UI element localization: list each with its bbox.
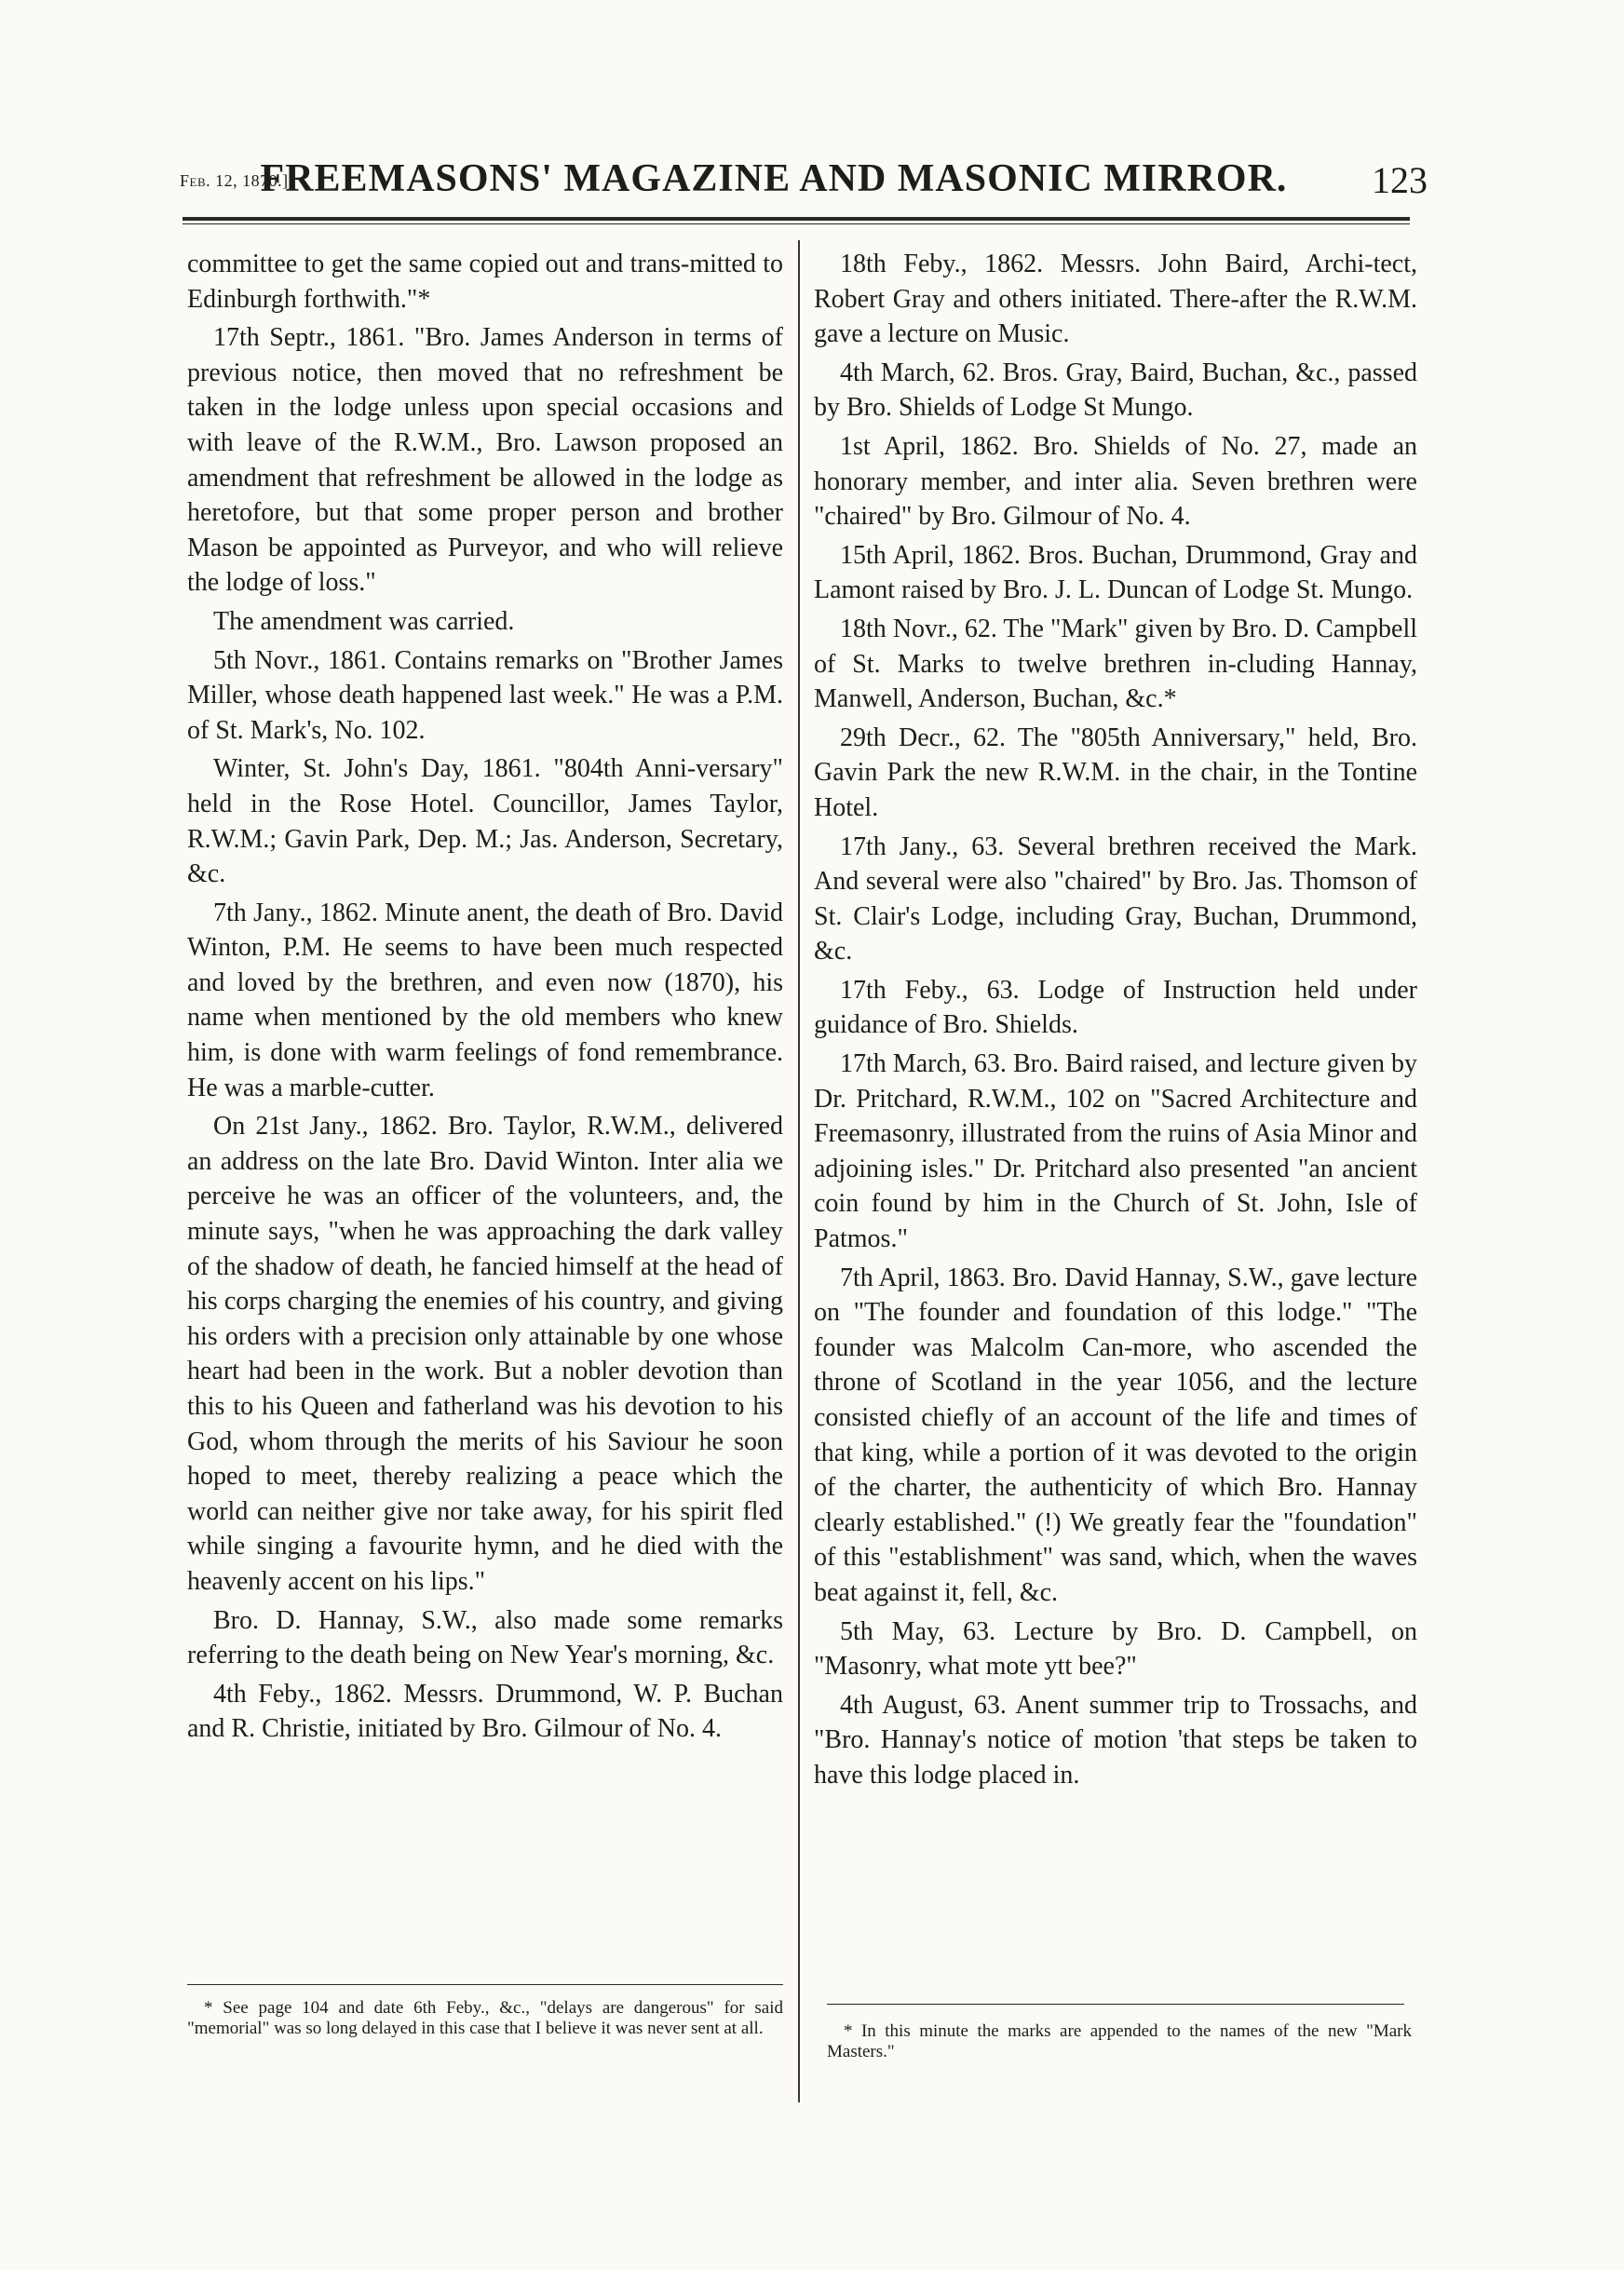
paragraph: committee to get the same copied out and trans-mitted to Edinburgh forthwith."* xyxy=(187,250,783,314)
paragraph: On 21st Jany., 1862. Bro. Taylor, R.W.M., delivered an address on the late Bro. David Winton. Inter alia we perceive he was an officer of the volunteers, and, the minute says, "when he was approaching the dark valley of the shadow of death, he fancied himself at the head of his corps charging the enemies of his country, and giving his orders with a precision only attainable by one whose heart had been in the work. But a nobler devotion than this to his Queen and fatherland was his devotion to his God, whom through the merits of his Saviour he soon hoped to meet, thereby realizing a peace which the world can neither give nor take away, for his spirit fled while singing a favourite hymn, and he died with the heavenly accent on his lips." xyxy=(187,1112,783,1596)
footnote-rule xyxy=(187,1984,783,1985)
paragraph: 29th Decr., 62. The "805th Anniversary," held, Bro. Gavin Park the new R.W.M. in the chair, in the Tontine Hotel. xyxy=(814,723,1417,822)
footnote-right xyxy=(827,2021,1412,2062)
paragraph: The amendment was carried. xyxy=(213,606,515,636)
paragraph: 7th April, 1863. Bro. David Hannay, S.W., gave lecture on "The founder and foundation of this lodge." "The founder was Malcolm Can-more, who ascended the throne of Scotland in the year 1056, and the lecture consisted chiefly of an account of the life and times of that king, while a portion of it was devoted to the origin of the charter, the authenticity of which Bro. Hannay clearly established." (!) We greatly fear the "foundation" of this "establishment" was sand, which, when the waves beat against it, fell, &c. xyxy=(814,1263,1417,1607)
paragraph: 17th March, 63. Bro. Baird raised, and lecture given by Dr. Pritchard, R.W.M., 102 on "Sacred Architecture and Freemasonry, illustrated from the ruins of Asia Minor and adjoining isles." Dr. Pritchard also presented "an ancient coin found by him in the Church of St. John, Isle of Patmos." xyxy=(814,1049,1417,1254)
footnote-text: * In this minute the marks are appended to the names of the new "Mark Masters." xyxy=(827,2021,1412,2061)
paragraph: 18th Feby., 1862. Messrs. John Baird, Archi-tect, Robert Gray and others initiated. There-after the R.W.M. gave a lecture on Music. xyxy=(814,250,1417,349)
issue-date: Feb. 12, 1870.] xyxy=(180,171,289,190)
paragraph: 18th Novr., 62. The "Mark" given by Bro. D. Campbell of St. Marks to twelve brethren in-cluding Hannay, Manwell, Anderson, Buchan, &c.* xyxy=(814,614,1417,714)
page-number: 123 xyxy=(1372,159,1428,201)
paragraph: 4th March, 62. Bros. Gray, Baird, Buchan, &c., passed by Bro. Shields of Lodge St Mungo. xyxy=(814,358,1417,423)
paragraph: Bro. D. Hannay, S.W., also made some remarks referring to the death being on New Year's morning, &c. xyxy=(187,1605,783,1670)
footnote-rule xyxy=(827,2004,1404,2005)
paragraph: 7th Jany., 1862. Minute anent, the death of Bro. David Winton, P.M. He seems to have been much respected and loved by the brethren, and even now (1870), his name when mentioned by the old members who knew him, is done with warm feelings of fond remembrance. He was a marble-cutter. xyxy=(187,898,783,1102)
paragraph: 5th May, 63. Lecture by Bro. D. Campbell, on "Masonry, what mote ytt bee?" xyxy=(814,1616,1417,1682)
paragraph: 17th Feby., 63. Lodge of Instruction held under guidance of Bro. Shields. xyxy=(814,975,1417,1040)
right-column xyxy=(814,247,1417,1797)
paragraph: 4th August, 63. Anent summer trip to Trossachs, and "Bro. Hannay's notice of motion 'that steps be taken to have this lodge placed in. xyxy=(814,1690,1417,1790)
paragraph: 15th April, 1862. Bros. Buchan, Drummond, Gray and Lamont raised by Bro. J. L. Duncan of Lodge St. Mungo. xyxy=(814,540,1417,605)
header-rule-thick xyxy=(183,217,1410,221)
magazine-title: FREEMASONS' MAGAZINE AND MASONIC MIRROR. xyxy=(260,157,1288,200)
column-divider xyxy=(798,240,800,2102)
page-header xyxy=(180,155,1428,201)
paragraph: 17th Jany., 63. Several brethren received the Mark. And several were also "chaired" by Bro. Jas. Thomson of St. Clair's Lodge, including Gray, Buchan, Drummond, &c. xyxy=(814,831,1417,966)
footnote-text: * See page 104 and date 6th Feby., &c., "delays are dangerous" for said "memorial" was so long delayed in this case that I believe it was never sent at all. xyxy=(187,1998,783,2038)
paragraph: 1st April, 1862. Bro. Shields of No. 27, made an honorary member, and inter alia. Seven brethren were "chaired" by Bro. Gilmour of No. 4. xyxy=(814,431,1417,532)
footnote-left xyxy=(187,1998,783,2039)
left-column xyxy=(187,247,783,1750)
header-rule-thin xyxy=(183,223,1410,224)
paragraph: 5th Novr., 1861. Contains remarks on "Brother James Miller, whose death happened last week." He was a P.M. of St. Mark's, No. 102. xyxy=(187,645,783,745)
paragraph: 4th Feby., 1862. Messrs. Drummond, W. P. Buchan and R. Christie, initiated by Bro. Gilmour of No. 4. xyxy=(187,1679,783,1744)
paragraph: Winter, St. John's Day, 1861. "804th Anni-versary" held in the Rose Hotel. Councillor, James Taylor, R.W.M.; Gavin Park, Dep. M.; Jas. Anderson, Secretary, &c. xyxy=(187,754,783,889)
paragraph: 17th Septr., 1861. "Bro. James Anderson in terms of previous notice, then moved that no refreshment be taken in the lodge unless upon special occasions and with leave of the R.W.M., Bro. Lawson proposed an amendment that refreshment be allowed in the lodge as heretofore, but that some proper person and brother Mason be appointed as Purveyor, and who will relieve the lodge of loss." xyxy=(187,323,783,598)
